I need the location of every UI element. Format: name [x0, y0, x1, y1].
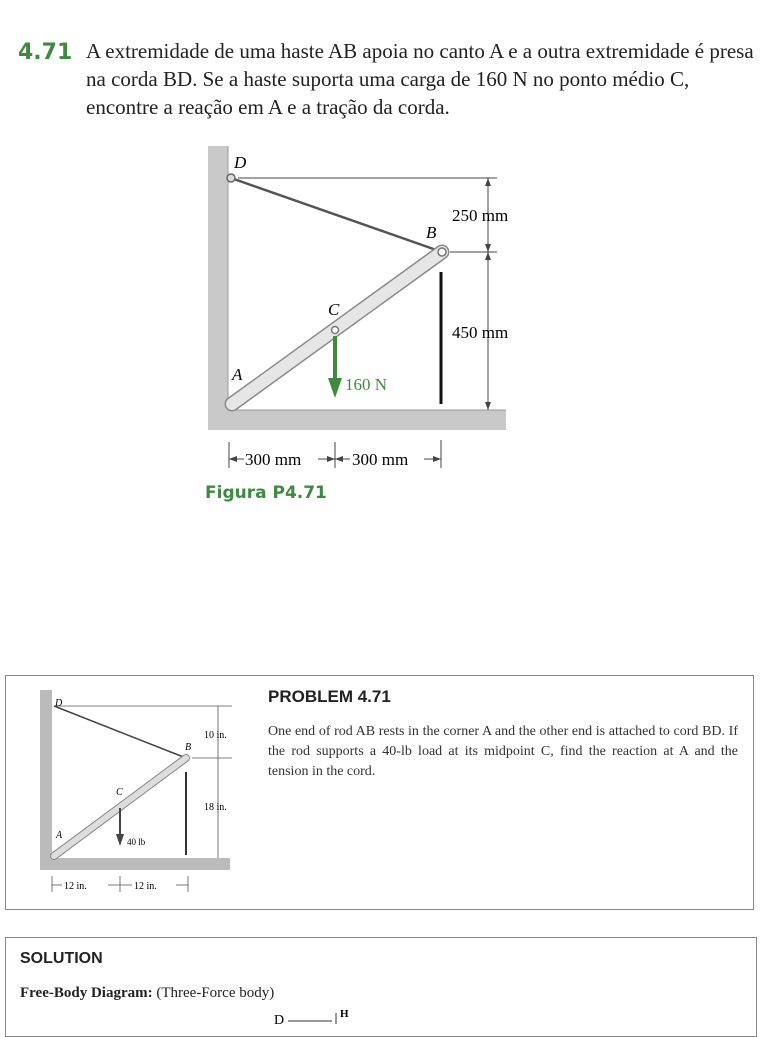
dim-label-450: 450 mm: [452, 323, 509, 342]
wall: [208, 146, 228, 430]
fbd-note: (Three-Force body): [156, 985, 275, 1001]
problem-number: 4.71: [18, 40, 73, 65]
fbd-partial: [260, 1005, 380, 1024]
fbd-label-d: D: [274, 1013, 285, 1024]
figure-caption: Figura P4.71: [205, 483, 327, 503]
floor: [40, 858, 230, 870]
dim-label-top: 10 in.: [204, 730, 227, 741]
dim-label-left: 12 in.: [64, 881, 87, 892]
label-c: C: [328, 300, 340, 319]
load-arrow-head: [116, 834, 124, 846]
load-label: 160 N: [345, 375, 388, 394]
dim-arrow: [485, 244, 491, 252]
dim-label-right: 18 in.: [204, 802, 227, 813]
pin-d: [227, 174, 235, 182]
label-a: A: [56, 830, 63, 841]
dim-label-right-bottom: 12 in.: [134, 881, 157, 892]
dim-arrow: [335, 456, 343, 462]
wall: [40, 690, 52, 870]
label-d: D: [55, 698, 63, 709]
fbd-heading: [20, 985, 274, 1002]
label-a: A: [232, 365, 243, 384]
floor: [208, 410, 506, 430]
dim-arrow: [229, 456, 237, 462]
dim-arrow: [327, 456, 335, 462]
dim-arrow: [485, 178, 491, 186]
manual-figure: [0, 680, 260, 905]
dim-label-left: 300 mm: [245, 450, 302, 469]
cord-bd: [231, 178, 442, 252]
label-b: B: [185, 742, 192, 753]
point-c: [332, 327, 339, 334]
problem-statement: A extremidade de uma haste AB apoia no canto A e a outra extremidade é presa na corda BD. Se a haste suporta uma carga de 160 N no ponto médio C, encontre a reação em A e a tração da corda.: [86, 39, 754, 119]
pin-b: [438, 248, 446, 256]
label-b: B: [426, 223, 437, 242]
manual-problem-text: One end of rod AB rests in the corner A and the other end is attached to cord BD. If the rod supports a 40-lb load at its midpoint C, find the reaction at A and the tension in the cord.: [268, 724, 738, 779]
manual-problem-title: PROBLEM 4.71: [268, 687, 391, 706]
dim-arrow: [433, 456, 441, 462]
fbd-label-h: H: [340, 1008, 349, 1020]
fbd-label: Free-Body Diagram:: [20, 985, 153, 1001]
solution-title: SOLUTION: [20, 950, 103, 967]
dim-arrow: [485, 402, 491, 410]
dim-label-right: 300 mm: [352, 450, 409, 469]
cord-bd: [54, 706, 186, 758]
load-label: 40 lb: [127, 837, 146, 847]
label-c: C: [116, 787, 123, 798]
dim-arrow: [485, 252, 491, 260]
dim-label-250: 250 mm: [452, 206, 509, 225]
load-arrow-head: [328, 378, 342, 398]
label-d: D: [234, 153, 247, 172]
